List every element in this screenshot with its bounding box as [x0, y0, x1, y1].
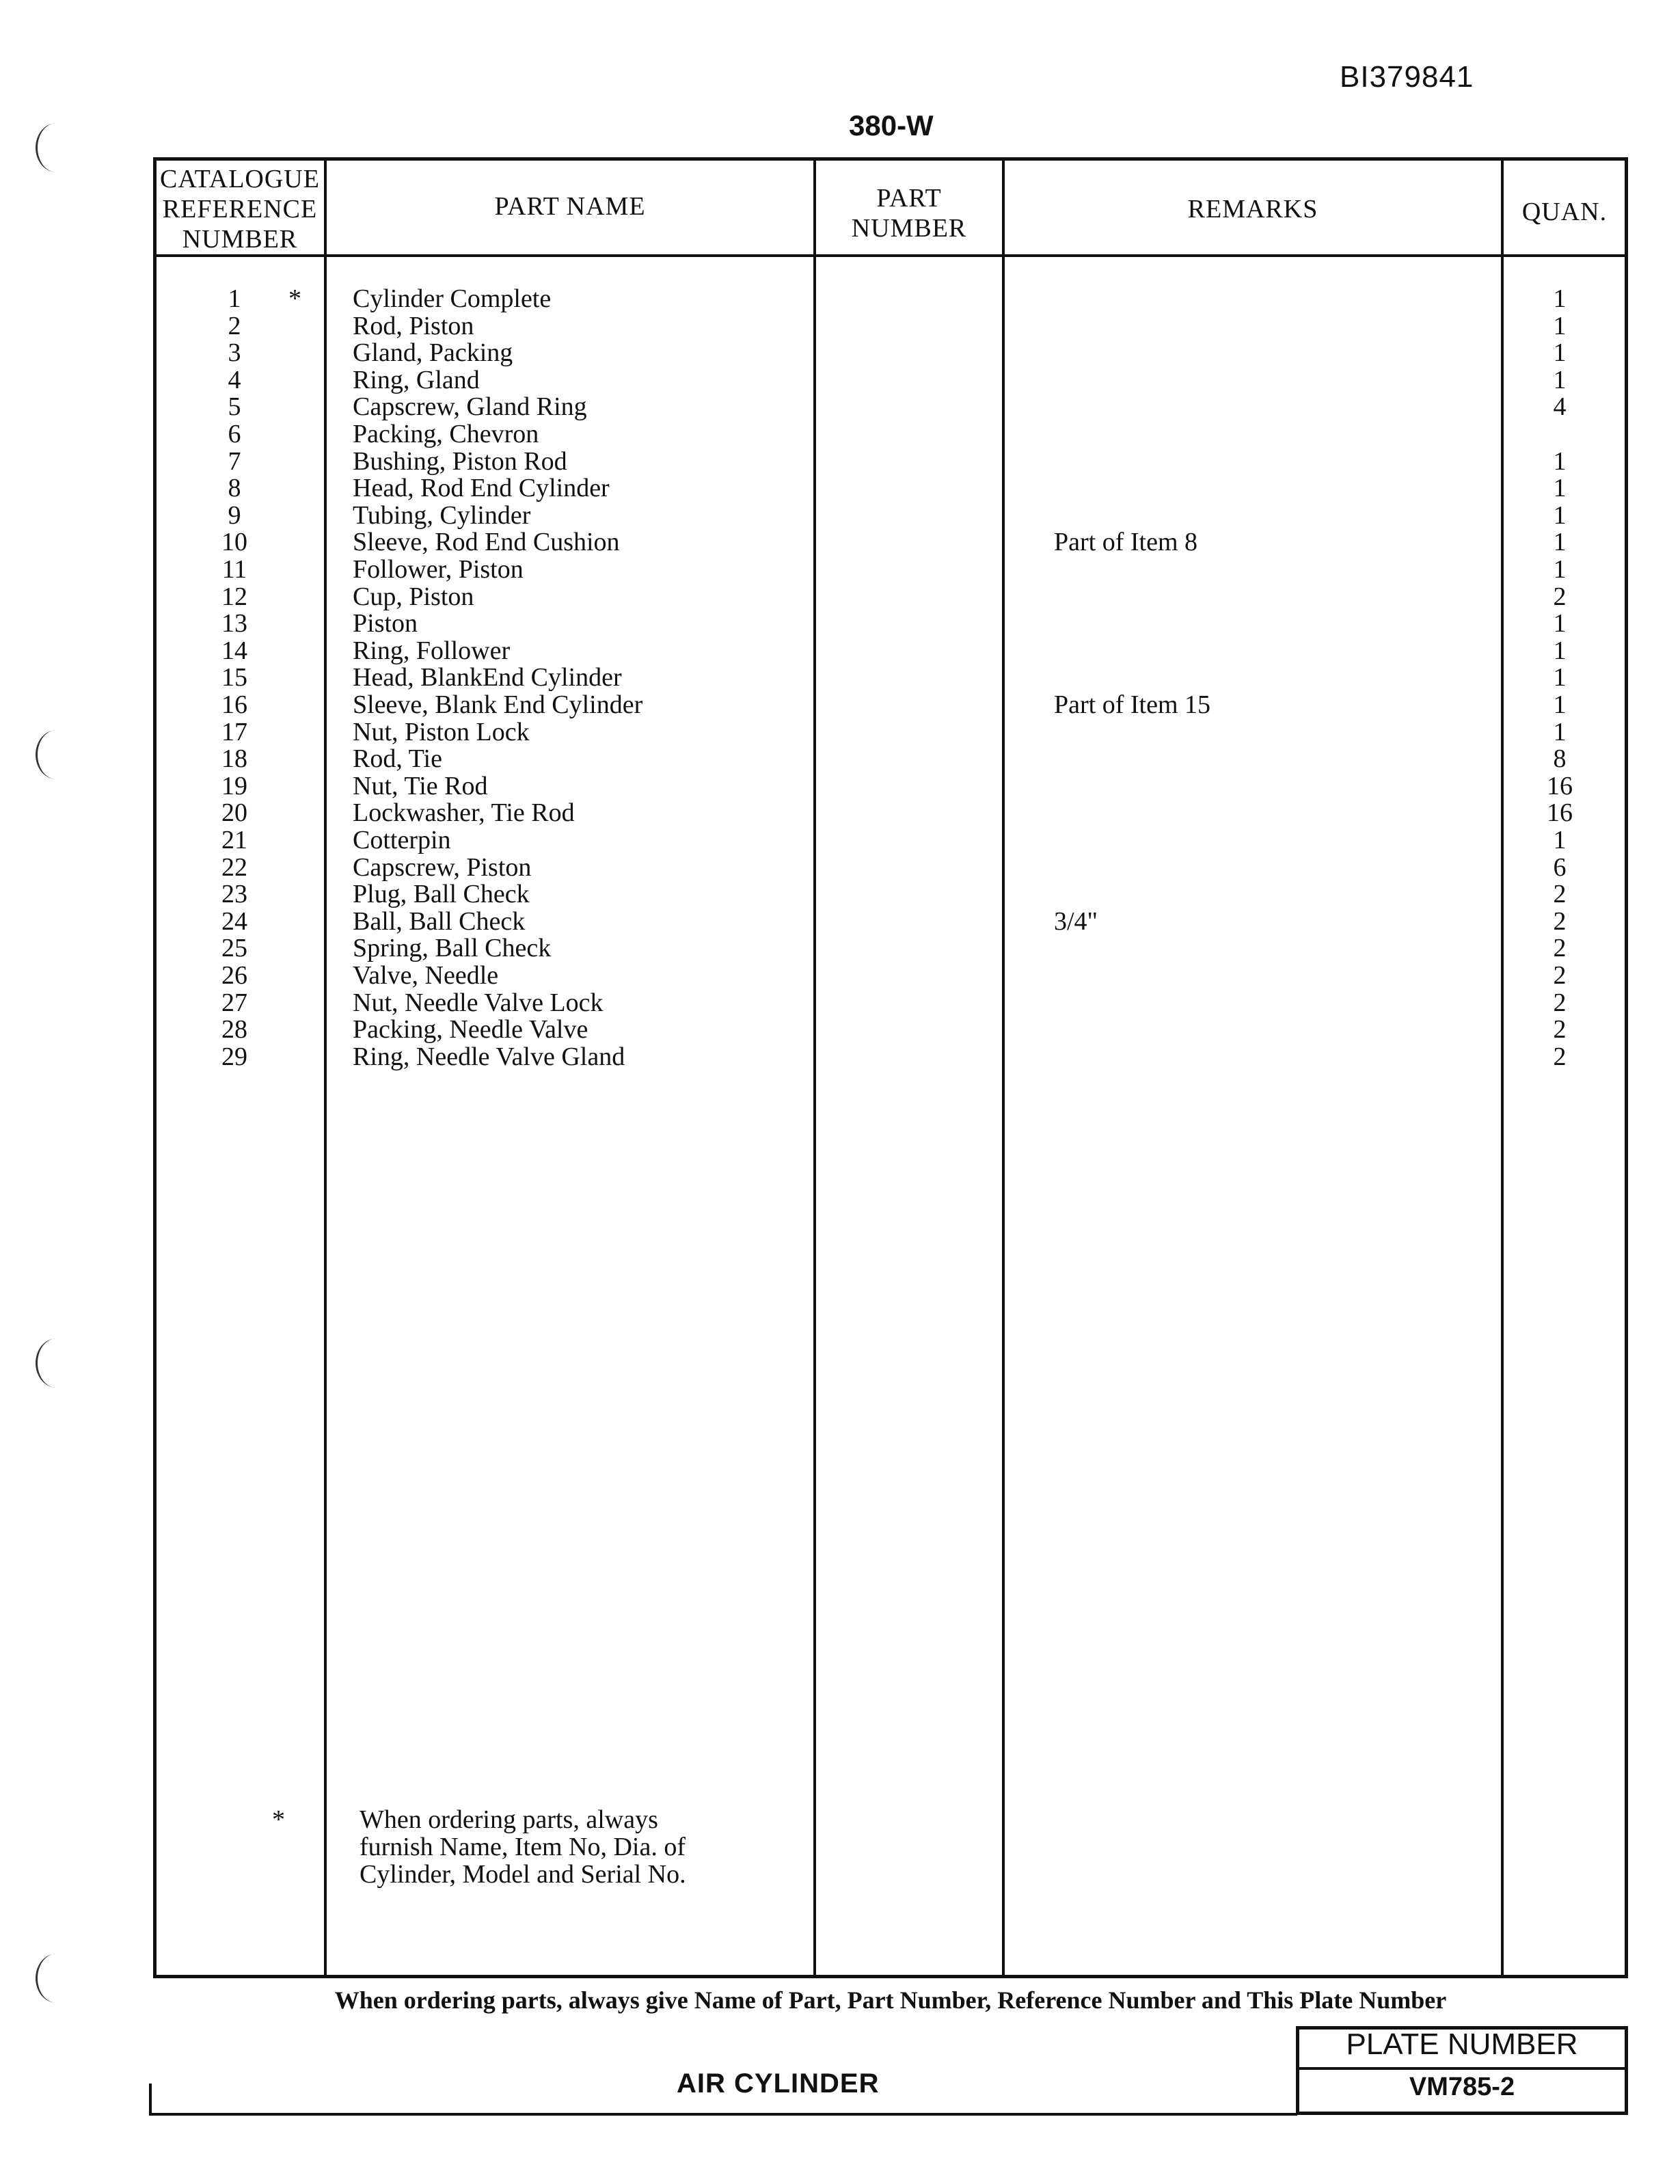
part-name: Lockwasher, Tie Rod: [353, 798, 575, 828]
table-row-ref: [153, 584, 327, 611]
reference-number: 16: [221, 690, 247, 719]
quantity: 1: [1553, 690, 1567, 719]
reference-number: 4: [228, 365, 241, 394]
header-quantity: QUAN.: [1521, 198, 1608, 226]
reference-number: 24: [221, 906, 247, 936]
part-name: Ring, Follower: [353, 636, 511, 665]
table-row-ref: [153, 394, 327, 421]
table-row-ref: [153, 719, 327, 746]
quantity: 1: [1553, 500, 1567, 530]
reference-number: 18: [221, 744, 247, 774]
quantity: 1: [1553, 826, 1567, 854]
reference-number: 28: [221, 1015, 247, 1044]
quantity: 1: [1553, 663, 1567, 692]
part-name: Cotterpin: [353, 826, 451, 854]
remarks: 3/4": [1054, 906, 1098, 936]
quantity: 2: [1553, 880, 1567, 909]
part-name: Packing, Needle Valve: [353, 1015, 588, 1044]
reference-number: 23: [221, 880, 247, 909]
table-row-ref: [153, 448, 327, 476]
part-name: Plug, Ball Check: [353, 880, 530, 909]
table-row-ref: [153, 421, 327, 448]
quantity: 16: [1547, 771, 1573, 800]
quantity: 4: [1553, 392, 1567, 422]
quantity: 1: [1553, 717, 1567, 746]
part-name: Capscrew, Piston: [353, 852, 532, 882]
reference-number: 5: [228, 392, 241, 422]
quantity: 1: [1553, 555, 1567, 584]
reference-number: 6: [228, 420, 241, 448]
table-row-ref: [153, 773, 327, 800]
quantity: 2: [1553, 988, 1567, 1017]
note-line: furnish Name, Item No, Dia. of: [360, 1833, 686, 1861]
part-name: Cylinder Complete: [353, 284, 552, 313]
table-row-ref: [153, 475, 327, 502]
part-name: Follower, Piston: [353, 555, 524, 584]
quantity: 1: [1553, 636, 1567, 665]
bottom-rule: [149, 2113, 1297, 2116]
reference-number: 11: [221, 555, 247, 584]
reference-number: 8: [228, 474, 241, 503]
part-name: Ring, Needle Valve Gland: [353, 1042, 625, 1071]
document-id: BI379841: [1340, 60, 1474, 94]
part-name: Capscrew, Gland Ring: [353, 392, 587, 422]
part-name: Valve, Needle: [353, 961, 499, 990]
assembly-title: AIR CYLINDER: [677, 2068, 880, 2099]
table-row-ref: [153, 692, 327, 719]
quantity: 1: [1553, 338, 1567, 368]
quantity: 2: [1553, 906, 1567, 936]
part-name: Head, Rod End Cylinder: [353, 474, 610, 503]
part-name: Spring, Ball Check: [353, 934, 552, 963]
reference-number: 29: [221, 1042, 247, 1071]
header-part-name: PART NAME: [494, 192, 646, 221]
note-line: Cylinder, Model and Serial No.: [360, 1860, 686, 1889]
table-row-ref: [153, 908, 327, 936]
punch-hole-mark: [36, 1954, 77, 2003]
header-remarks: REMARKS: [1187, 195, 1318, 224]
table-row-ref: [153, 1016, 327, 1044]
reference-number: 14: [221, 636, 247, 665]
reference-number: 17: [221, 717, 247, 746]
reference-number: 3: [228, 338, 241, 368]
part-name: Sleeve, Rod End Cushion: [353, 528, 620, 557]
header-line: REFERENCE: [162, 195, 318, 224]
bottom-rule-tick: [149, 2084, 152, 2115]
part-name: Tubing, Cylinder: [353, 500, 531, 530]
reference-number: 1: [228, 284, 241, 313]
quantity: 8: [1553, 744, 1567, 774]
table-row-ref: [153, 313, 327, 340]
quantity: 16: [1547, 798, 1573, 828]
table-row-ref: [153, 638, 327, 665]
part-name: Rod, Tie: [353, 744, 442, 774]
model-number: 380-W: [849, 109, 934, 141]
part-name: Nut, Tie Rod: [353, 771, 488, 800]
reference-number: 19: [221, 771, 247, 800]
table-row-ref: [153, 935, 327, 962]
part-name: Cup, Piston: [353, 582, 474, 611]
table-row-ref: [153, 610, 327, 638]
part-name: Head, BlankEnd Cylinder: [353, 663, 622, 692]
reference-number: 26: [221, 961, 247, 990]
table-row-ref: [153, 854, 327, 882]
punch-hole-mark: [36, 1338, 77, 1388]
table-row-ref: [153, 529, 327, 556]
part-name: Piston: [353, 609, 418, 638]
table-row-ref: [153, 367, 327, 394]
part-name: Nut, Needle Valve Lock: [353, 988, 604, 1017]
plate-box-divider: [1296, 2067, 1628, 2070]
plate-number-label: PLATE NUMBER: [1346, 2027, 1578, 2061]
quantity: 1: [1553, 284, 1567, 313]
table-row-ref: [153, 746, 327, 773]
reference-number: 22: [221, 852, 247, 882]
part-name: Rod, Piston: [353, 311, 474, 340]
table-row-ref: [153, 502, 327, 530]
part-name: Gland, Packing: [353, 338, 513, 368]
part-name: Ball, Ball Check: [353, 906, 526, 936]
quantity: [1527, 421, 1593, 448]
quantity: 2: [1553, 1015, 1567, 1044]
note-asterisk: *: [272, 1805, 285, 1834]
part-name: Sleeve, Blank End Cylinder: [353, 690, 643, 719]
reference-number: 7: [228, 446, 241, 476]
table-row-ref: [153, 881, 327, 908]
column-divider: [1501, 157, 1504, 1978]
quantity: 1: [1553, 365, 1567, 394]
table-row-ref: [153, 340, 327, 367]
note-line: When ordering parts, always: [360, 1805, 658, 1834]
table-row-ref: [153, 556, 327, 584]
table-row-ref: [153, 990, 327, 1017]
quantity: 1: [1553, 446, 1567, 476]
reference-number: 21: [221, 826, 247, 854]
quantity: 2: [1553, 961, 1567, 990]
quantity: 1: [1553, 474, 1567, 503]
table-row-ref: [153, 962, 327, 990]
punch-hole-mark: [36, 730, 77, 779]
table-row-ref: [153, 286, 327, 313]
reference-number: 9: [228, 500, 241, 530]
ordering-note: [360, 1806, 797, 1888]
quantity: 2: [1553, 934, 1567, 963]
reference-number: 25: [221, 934, 247, 963]
table-row-ref: [153, 1044, 327, 1071]
header-line: CATALOGUE: [160, 165, 320, 193]
quantity: 1: [1553, 609, 1567, 638]
header-catalogue-reference: [156, 164, 324, 254]
reference-number: 20: [221, 798, 247, 828]
part-name: Bushing, Piston Rod: [353, 446, 567, 476]
header-line: PART: [876, 184, 942, 213]
reference-number: 13: [221, 609, 247, 638]
table-row-ref: [153, 664, 327, 692]
column-divider: [1002, 157, 1005, 1978]
part-name: Packing, Chevron: [353, 420, 539, 448]
header-part-number: [816, 183, 1002, 243]
quantity: 2: [1553, 582, 1567, 611]
quantity: 6: [1553, 852, 1567, 882]
header-line: NUMBER: [851, 214, 967, 243]
punch-hole-mark: [36, 123, 77, 172]
part-name: Ring, Gland: [353, 365, 480, 394]
remarks: Part of Item 8: [1054, 528, 1198, 557]
part-name: Nut, Piston Lock: [353, 717, 530, 746]
reference-number: 2: [228, 311, 241, 340]
reference-number: 15: [221, 663, 247, 692]
header-line: NUMBER: [182, 225, 298, 254]
reference-number: 12: [221, 582, 247, 611]
quantity: 1: [1553, 528, 1567, 557]
remarks: Part of Item 15: [1054, 690, 1211, 719]
header-divider: [153, 254, 1628, 257]
asterisk-marker: *: [288, 284, 301, 313]
table-row-ref: [153, 827, 327, 854]
reference-number: 10: [221, 528, 247, 557]
table-row-ref: [153, 800, 327, 827]
plate-number-value: VM785-2: [1409, 2073, 1515, 2101]
reference-number: 27: [221, 988, 247, 1017]
quantity: 2: [1553, 1042, 1567, 1071]
ordering-instruction: When ordering parts, always give Name of Part, Part Number, Reference Number and This Plate Number: [334, 1986, 1447, 2014]
quantity: 1: [1553, 311, 1567, 340]
